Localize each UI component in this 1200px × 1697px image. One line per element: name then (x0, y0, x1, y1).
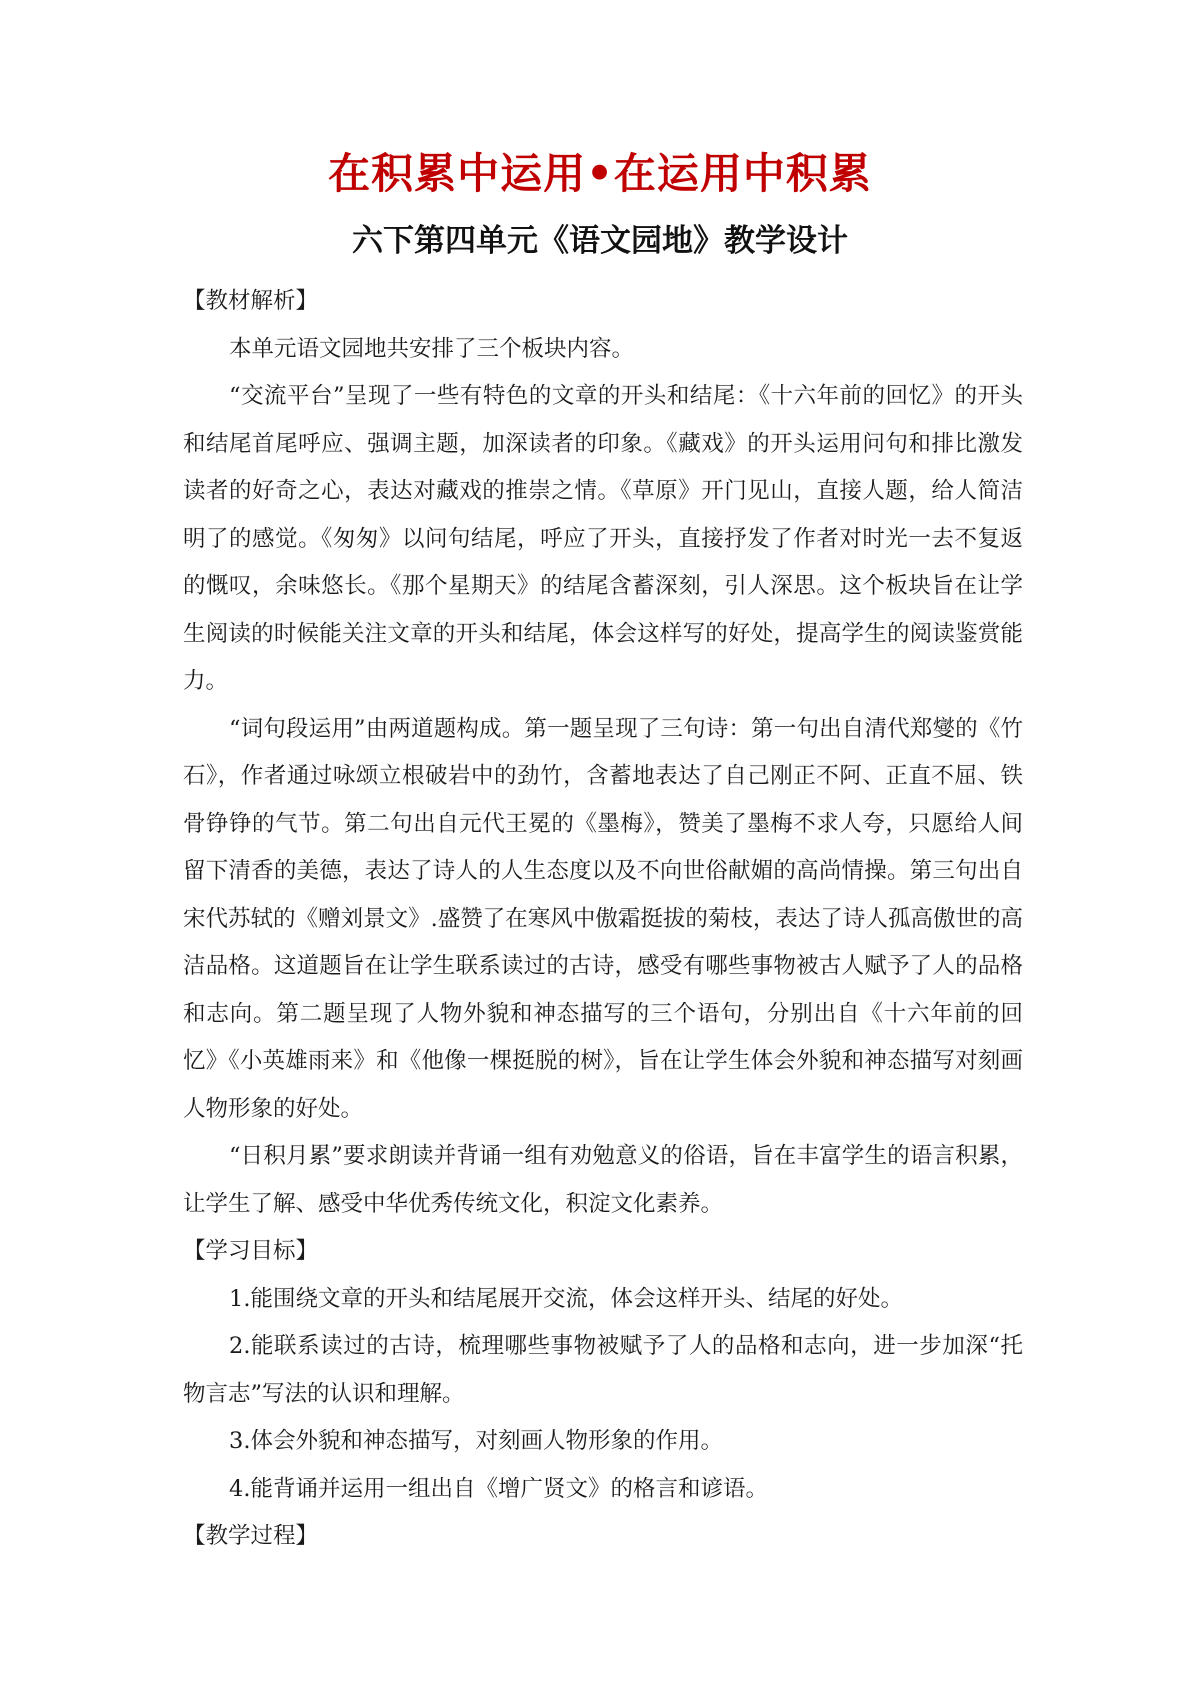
section-heading-teaching-process: 【教学过程】 (183, 1523, 319, 1549)
paragraph: 本单元语文园地共安排了三个板块内容。 (229, 335, 635, 362)
document-body (183, 278, 1023, 1561)
document-subtitle: 六下第四单元《语文园地》教学设计 (352, 223, 848, 259)
paragraph: “日积月累”要求朗读并背诵一组有劝勉意义的俗语，旨在丰富学生的语言积累，让学生了解、感受中华优秀传统文化，积淀文化素养。 (183, 1143, 1023, 1217)
document-title: 在积累中运用•在运用中积累 (328, 149, 872, 198)
objective-item: 1.能围绕文章的开头和结尾展开交流，体会这样开头、结尾的好处。 (229, 1285, 903, 1312)
paragraph: “交流平台”呈现了一些有特色的文章的开头和结尾：《十六年前的回忆》的开头和结尾首尾呼应、强调主题，加深读者的印象。《藏戏》的开头运用问句和排比激发读者的好奇之心，表达对藏戏的推崇之情。《草原》开门见山，直接人题，给人简洁明了的感觉。《匆匆》以问句结尾，呼应了开头，直接抒发了作者对时光一去不复返的慨叹，余味悠长。《那个星期天》的结尾含蓄深刻，引人深思。这个板块旨在让学生阅读的时候能关注文章的开头和结尾，体会这样写的好处，提高学生的阅读鉴赏能力。 (183, 383, 1023, 694)
section-heading-textbook-analysis: 【教材解析】 (183, 288, 319, 314)
paragraph: “词句段运用”由两道题构成。第一题呈现了三句诗：第一句出自清代郑燮的《竹石》，作者通过咏颂立根破岩中的劲竹，含蓄地表达了自己刚正不阿、正直不屈、铁骨铮铮的气节。第二句出自元代王冕的《墨梅》，赞美了墨梅不求人夸，只愿给人间留下清香的美德，表达了诗人的人生态度以及不向世俗献媚的高尚情操。第三句出自宋代苏轼的《赠刘景文》.盛赞了在寒风中傲霜挺拔的菊枝，表达了诗人孤高傲世的高洁品格。这道题旨在让学生联系读过的古诗，感受有哪些事物被古人赋予了人的品格和志向。第二题呈现了人物外貌和神态描写的三个语句，分别出自《十六年前的回忆》《小英雄雨来》和《他像一棵挺脱的树》，旨在让学生体会外貌和神态描写对刻画人物形象的好处。 (183, 715, 1023, 1122)
section-heading-learning-objectives: 【学习目标】 (183, 1238, 319, 1264)
objective-item: 3.体会外貌和神态描写，对刻画人物形象的作用。 (229, 1428, 723, 1454)
objective-item: 2.能联系读过的古诗，梳理哪些事物被赋予了人的品格和志向，进一步加深“托物言志”写法的认识和理解。 (183, 1333, 1023, 1407)
objective-item: 4.能背诵并运用一组出自《增广贤文》的格言和谚语。 (229, 1475, 768, 1502)
